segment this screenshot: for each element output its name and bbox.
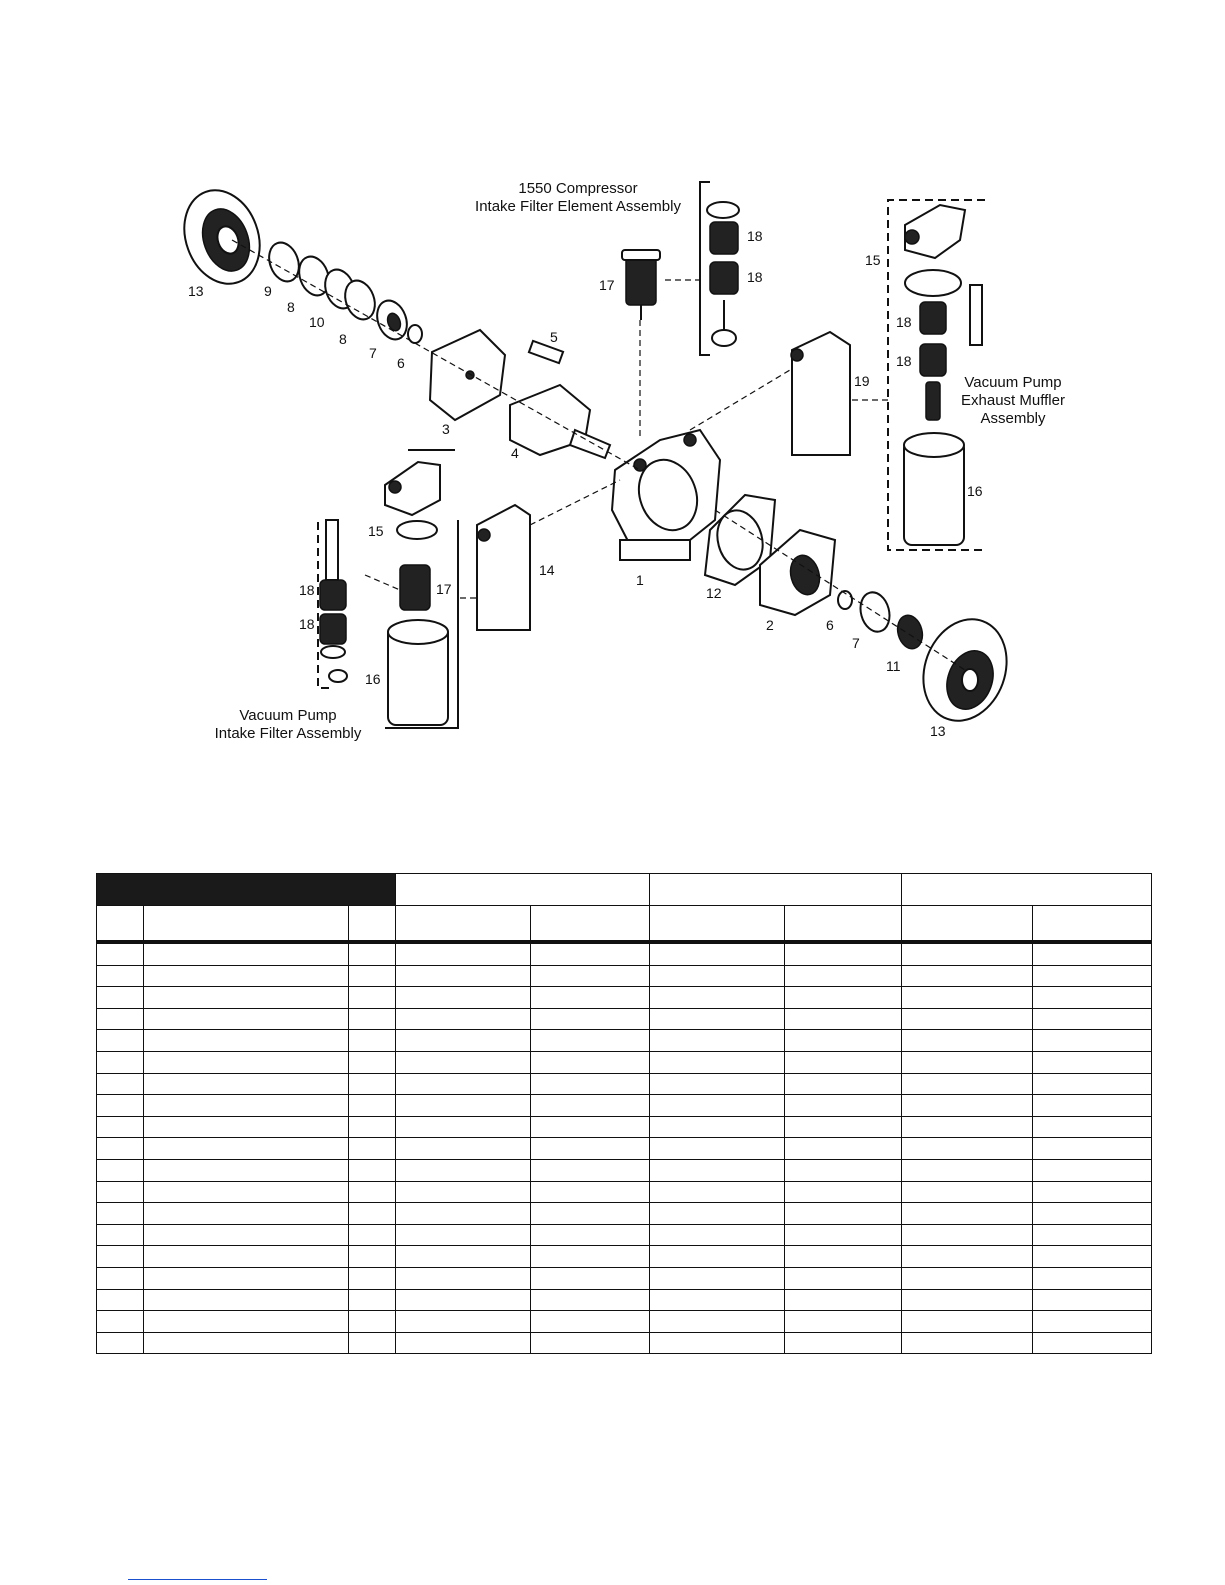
table-cell xyxy=(1033,942,1152,965)
callout: 12 xyxy=(706,585,722,601)
callout: 15 xyxy=(865,252,881,268)
table-cell xyxy=(785,942,902,965)
callout: 3 xyxy=(442,421,450,437)
table-cell xyxy=(349,1073,396,1095)
table-cell xyxy=(97,1073,144,1095)
table-cell xyxy=(650,1203,785,1225)
parts-table xyxy=(96,873,1152,1354)
caption-exhaust-2: Exhaust Muffler xyxy=(961,392,1065,409)
table-cell xyxy=(902,1159,1033,1181)
caption-intake-2: Intake Filter Assembly xyxy=(214,725,362,742)
table-cell xyxy=(785,1008,902,1030)
table-cell xyxy=(785,1246,902,1268)
table-cell xyxy=(144,1289,349,1311)
rotor xyxy=(510,385,610,458)
table-cell xyxy=(902,1030,1033,1052)
table-cell xyxy=(1033,1008,1152,1030)
table-cell xyxy=(902,1073,1033,1095)
table-row xyxy=(97,1051,1152,1073)
table-cell xyxy=(902,1181,1033,1203)
table-cell xyxy=(650,965,785,987)
table-cell xyxy=(1033,1203,1152,1225)
table-column-header xyxy=(97,906,1152,943)
bearing-left xyxy=(372,296,422,343)
main-housing xyxy=(612,430,720,560)
table-cell xyxy=(650,1289,785,1311)
table-cell xyxy=(1033,1181,1152,1203)
table-cell xyxy=(97,942,144,965)
table-cell xyxy=(531,1224,650,1246)
table-cell xyxy=(144,987,349,1009)
table-cell xyxy=(1033,965,1152,987)
callout: 14 xyxy=(539,562,555,578)
end-cover-right xyxy=(910,607,1021,732)
table-cell xyxy=(902,1008,1033,1030)
table-cell xyxy=(97,1332,144,1354)
callout: 11 xyxy=(886,658,901,674)
table-cell xyxy=(396,1008,531,1030)
exhaust-filter-elements xyxy=(920,302,946,420)
seal-rings xyxy=(264,238,380,323)
table-cell xyxy=(144,1332,349,1354)
table-cell xyxy=(349,1116,396,1138)
column-header-cell xyxy=(144,906,349,943)
callout: 18 xyxy=(896,353,912,369)
callout: 6 xyxy=(826,617,834,633)
table-cell xyxy=(396,1289,531,1311)
table-cell xyxy=(650,1073,785,1095)
column-header-cell xyxy=(396,906,531,943)
caption-exhaust-1: Vacuum Pump xyxy=(964,374,1062,391)
table-cell xyxy=(349,1138,396,1160)
table-cell xyxy=(785,1311,902,1333)
table-cell xyxy=(144,1181,349,1203)
table-cell xyxy=(349,1095,396,1117)
table-cell xyxy=(902,1289,1033,1311)
table-cell xyxy=(785,1030,902,1052)
table-row xyxy=(97,1224,1152,1246)
table-cell xyxy=(97,1138,144,1160)
table-row xyxy=(97,1332,1152,1354)
table-row xyxy=(97,1311,1152,1333)
table-cell xyxy=(1033,1267,1152,1289)
table-cell xyxy=(144,1073,349,1095)
table-cell xyxy=(785,1051,902,1073)
table-cell xyxy=(144,1008,349,1030)
column-header-cell xyxy=(349,906,396,943)
table-cell xyxy=(1033,1116,1152,1138)
table-cell xyxy=(144,1159,349,1181)
table-cell xyxy=(396,987,531,1009)
table-row xyxy=(97,1116,1152,1138)
callout: 16 xyxy=(365,671,381,687)
table-cell xyxy=(144,1095,349,1117)
table-cell xyxy=(349,1051,396,1073)
table-cell xyxy=(785,1332,902,1354)
table-cell xyxy=(349,1289,396,1311)
table-cell xyxy=(531,1332,650,1354)
callout: 17 xyxy=(599,277,615,293)
table-cell xyxy=(97,1008,144,1030)
table-cell xyxy=(902,1203,1033,1225)
table-row xyxy=(97,987,1152,1009)
table-cell xyxy=(650,1246,785,1268)
table-cell xyxy=(396,1159,531,1181)
table-cell xyxy=(144,1246,349,1268)
callout: 18 xyxy=(896,314,912,330)
table-cell xyxy=(144,1116,349,1138)
table-cell xyxy=(349,1008,396,1030)
table-cell xyxy=(349,1159,396,1181)
table-cell xyxy=(396,965,531,987)
table-cell xyxy=(349,1203,396,1225)
table-cell xyxy=(650,1116,785,1138)
table-cell xyxy=(97,1030,144,1052)
callout: 17 xyxy=(436,581,452,597)
caption-compressor-2: Intake Filter Element Assembly xyxy=(475,198,681,215)
table-cell xyxy=(531,1159,650,1181)
table-cell xyxy=(650,1159,785,1181)
table-cell xyxy=(1033,1224,1152,1246)
compressor-filter-exploded xyxy=(700,182,739,355)
table-cell xyxy=(349,942,396,965)
table-cell xyxy=(785,965,902,987)
table-cell xyxy=(902,1138,1033,1160)
table-row xyxy=(97,1138,1152,1160)
canister-19 xyxy=(791,332,850,455)
group-header-cell xyxy=(396,874,650,906)
table-cell xyxy=(396,1095,531,1117)
table-cell xyxy=(396,1332,531,1354)
table-cell xyxy=(97,1181,144,1203)
callout: 18 xyxy=(747,269,763,285)
table-cell xyxy=(785,987,902,1009)
table-cell xyxy=(650,1332,785,1354)
callout: 8 xyxy=(287,299,295,315)
callout: 2 xyxy=(766,617,774,633)
table-cell xyxy=(349,965,396,987)
callout: 18 xyxy=(299,582,315,598)
table-cell xyxy=(97,987,144,1009)
table-cell xyxy=(650,1051,785,1073)
callout: 15 xyxy=(368,523,384,539)
table-cell xyxy=(531,942,650,965)
table-cell xyxy=(144,1224,349,1246)
table-cell xyxy=(531,1051,650,1073)
table-row xyxy=(97,942,1152,965)
table-cell xyxy=(349,1030,396,1052)
table-cell xyxy=(349,1224,396,1246)
table-cell xyxy=(349,1267,396,1289)
callout: 9 xyxy=(264,283,272,299)
table-cell xyxy=(531,1095,650,1117)
table-cell xyxy=(650,1311,785,1333)
table-cell xyxy=(396,1246,531,1268)
table-cell xyxy=(1033,1332,1152,1354)
table-cell xyxy=(531,1246,650,1268)
table-cell xyxy=(1033,1246,1152,1268)
table-cell xyxy=(144,1030,349,1052)
table-cell xyxy=(144,1203,349,1225)
table-cell xyxy=(902,1095,1033,1117)
table-cell xyxy=(97,1246,144,1268)
table-cell xyxy=(650,942,785,965)
table-cell xyxy=(1033,1289,1152,1311)
table-cell xyxy=(785,1181,902,1203)
column-header-cell xyxy=(531,906,650,943)
table-cell xyxy=(396,1203,531,1225)
table-cell xyxy=(396,1073,531,1095)
intake-exploded-stack xyxy=(318,520,347,688)
column-header-cell xyxy=(902,906,1033,943)
group-header-cell xyxy=(97,874,396,906)
table-cell xyxy=(396,1181,531,1203)
callout: 18 xyxy=(747,228,763,244)
callout: 10 xyxy=(309,314,325,330)
table-cell xyxy=(349,1311,396,1333)
table-cell xyxy=(531,1289,650,1311)
table-cell xyxy=(650,987,785,1009)
table-cell xyxy=(785,1267,902,1289)
group-header-cell xyxy=(650,874,902,906)
canister-14 xyxy=(477,505,530,630)
table-cell xyxy=(1033,987,1152,1009)
caption-intake-1: Vacuum Pump xyxy=(239,707,337,724)
intake-filter-element xyxy=(400,565,430,610)
table-cell xyxy=(785,1116,902,1138)
exhaust-muffler-bowl xyxy=(904,433,964,545)
table-cell xyxy=(650,1138,785,1160)
table-cell xyxy=(349,1181,396,1203)
table-cell xyxy=(1033,1030,1152,1052)
table-row xyxy=(97,1289,1152,1311)
table-cell xyxy=(650,1224,785,1246)
intake-filter-bowl xyxy=(388,620,448,725)
table-row xyxy=(97,965,1152,987)
table-cell xyxy=(531,1030,650,1052)
table-row xyxy=(97,1181,1152,1203)
table-cell xyxy=(785,1159,902,1181)
vane xyxy=(529,341,563,363)
table-cell xyxy=(531,1138,650,1160)
table-cell xyxy=(1033,1095,1152,1117)
table-cell xyxy=(97,1224,144,1246)
table-cell xyxy=(785,1138,902,1160)
table-row xyxy=(97,1095,1152,1117)
callout: 13 xyxy=(188,283,204,299)
callout: 6 xyxy=(397,355,405,371)
callout: 13 xyxy=(930,723,946,739)
table-cell xyxy=(531,1008,650,1030)
callout: 18 xyxy=(299,616,315,632)
table-cell xyxy=(144,965,349,987)
table-cell xyxy=(785,1224,902,1246)
table-cell xyxy=(396,1224,531,1246)
group-header-cell xyxy=(902,874,1152,906)
table-cell xyxy=(902,1267,1033,1289)
table-cell xyxy=(97,1116,144,1138)
table-cell xyxy=(650,1181,785,1203)
table-cell xyxy=(396,1116,531,1138)
table-cell xyxy=(144,1267,349,1289)
table-cell xyxy=(902,1224,1033,1246)
column-header-cell xyxy=(785,906,902,943)
table-cell xyxy=(531,1181,650,1203)
table-cell xyxy=(349,1332,396,1354)
table-cell xyxy=(1033,1138,1152,1160)
caption-compressor-1: 1550 Compressor xyxy=(518,180,638,197)
table-cell xyxy=(902,1051,1033,1073)
table-row xyxy=(97,1246,1152,1268)
table-cell xyxy=(531,1311,650,1333)
table-cell xyxy=(650,1267,785,1289)
table-cell xyxy=(396,1051,531,1073)
table-row xyxy=(97,1159,1152,1181)
column-header-cell xyxy=(650,906,785,943)
table-cell xyxy=(97,1203,144,1225)
table-row xyxy=(97,1030,1152,1052)
table-cell xyxy=(785,1095,902,1117)
table-cell xyxy=(144,1311,349,1333)
table-cell xyxy=(97,1095,144,1117)
table-cell xyxy=(144,1051,349,1073)
table-cell xyxy=(144,1138,349,1160)
table-cell xyxy=(97,965,144,987)
table-cell xyxy=(902,1332,1033,1354)
table-cell xyxy=(531,965,650,987)
table-cell xyxy=(1033,1159,1152,1181)
table-cell xyxy=(1033,1311,1152,1333)
table-cell xyxy=(144,942,349,965)
callout: 1 xyxy=(636,572,644,588)
callout: 7 xyxy=(369,345,377,361)
table-cell xyxy=(1033,1073,1152,1095)
table-row xyxy=(97,1203,1152,1225)
table-cell xyxy=(349,1246,396,1268)
table-cell xyxy=(785,1073,902,1095)
table-cell xyxy=(396,1030,531,1052)
table-cell xyxy=(650,1008,785,1030)
column-header-cell xyxy=(1033,906,1152,943)
footer-link-underline xyxy=(128,1579,267,1580)
end-plate xyxy=(430,330,505,420)
table-cell xyxy=(531,1203,650,1225)
table-cell xyxy=(650,1030,785,1052)
table-cell xyxy=(902,1311,1033,1333)
table-cell xyxy=(785,1203,902,1225)
table-cell xyxy=(97,1159,144,1181)
table-cell xyxy=(531,1116,650,1138)
table-cell xyxy=(97,1051,144,1073)
table-cell xyxy=(1033,1051,1152,1073)
table-cell xyxy=(531,987,650,1009)
table-cell xyxy=(396,1267,531,1289)
table-cell xyxy=(97,1267,144,1289)
callout: 5 xyxy=(550,329,558,345)
callout: 19 xyxy=(854,373,870,389)
caption-exhaust-3: Assembly xyxy=(980,410,1046,427)
callout: 7 xyxy=(852,635,860,651)
table-cell xyxy=(396,1138,531,1160)
column-header-cell xyxy=(97,906,144,943)
callout: 8 xyxy=(339,331,347,347)
table-cell xyxy=(97,1289,144,1311)
table-cell xyxy=(902,1116,1033,1138)
compressor-filter-element xyxy=(622,250,660,320)
table-cell xyxy=(902,987,1033,1009)
table-cell xyxy=(902,1246,1033,1268)
callout: 16 xyxy=(967,483,983,499)
table-cell xyxy=(650,1095,785,1117)
table-cell xyxy=(349,987,396,1009)
table-cell xyxy=(902,942,1033,965)
end-cover-left xyxy=(172,180,272,295)
table-cell xyxy=(531,1267,650,1289)
table-row xyxy=(97,1073,1152,1095)
table-cell xyxy=(97,1311,144,1333)
table-cell xyxy=(531,1073,650,1095)
intake-filter-cap xyxy=(385,450,455,539)
table-cell xyxy=(902,965,1033,987)
table-cell xyxy=(785,1289,902,1311)
table-group-header xyxy=(97,874,1152,906)
table-cell xyxy=(396,1311,531,1333)
callout: 4 xyxy=(511,445,519,461)
table-cell xyxy=(396,942,531,965)
table-row xyxy=(97,1267,1152,1289)
table-row xyxy=(97,1008,1152,1030)
